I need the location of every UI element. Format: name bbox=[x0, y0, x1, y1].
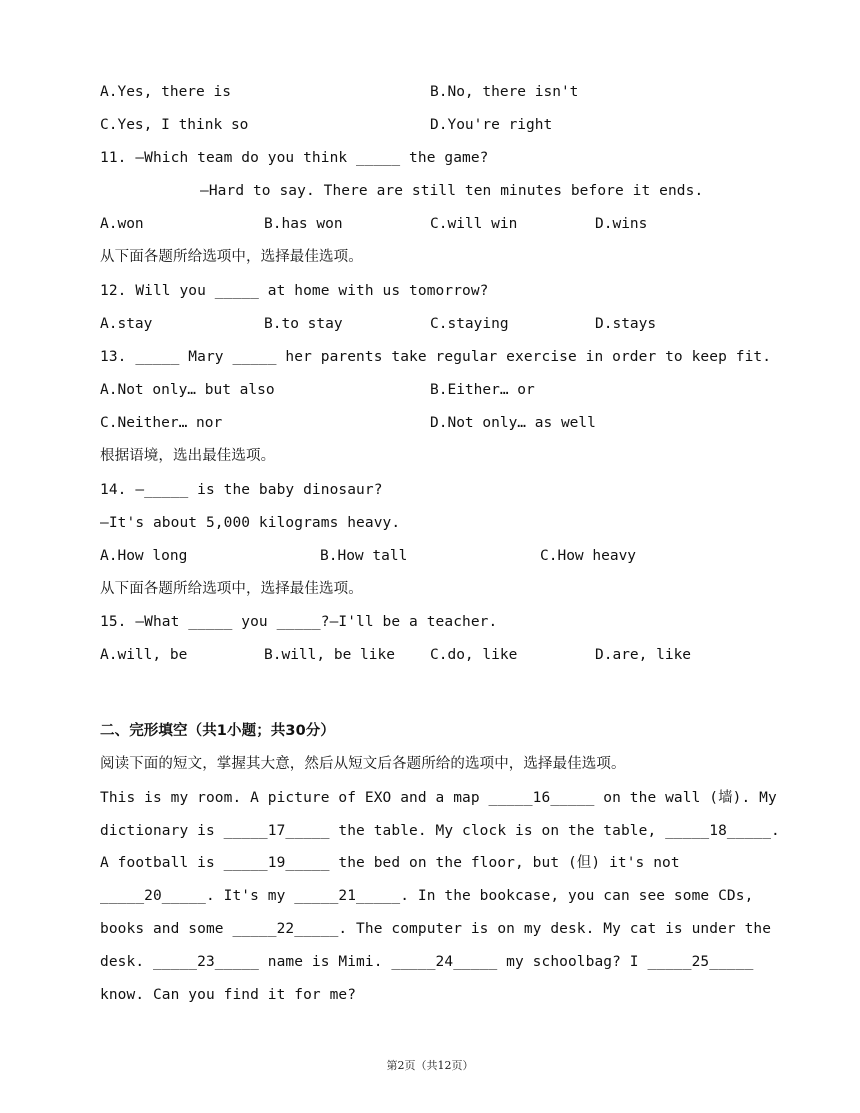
q11-answer-line: —Hard to say. There are still ten minutes before it ends. bbox=[200, 183, 704, 199]
passage-line: books and some _____22_____. The computer is on my desk. My cat is under the bbox=[100, 921, 772, 937]
q13-option-d: D.Not only… as well bbox=[430, 415, 596, 431]
q15-option-b: B.will, be like bbox=[264, 647, 395, 663]
q14-question: 14. —_____ is the baby dinosaur? bbox=[100, 482, 383, 498]
passage-line: This is my room. A picture of EXO and a map _____16_____ on the wall (墙). My bbox=[100, 790, 777, 806]
q11-option-b: B.has won bbox=[264, 216, 343, 232]
page-footer: 第2页（共12页） bbox=[386, 1059, 474, 1072]
q11-option-c: C.will win bbox=[430, 216, 518, 232]
q13-question: 13. _____ Mary _____ her parents take regular exercise in order to keep fit. bbox=[100, 349, 772, 365]
q13-option-c: C.Neither… nor bbox=[100, 415, 223, 431]
q15-option-c: C.do, like bbox=[430, 647, 518, 663]
q15-question: 15. —What _____ you _____?—I'll be a teacher. bbox=[100, 614, 498, 630]
q14-answer-line: —It's about 5,000 kilograms heavy. bbox=[100, 515, 401, 531]
q12-option-b: B.to stay bbox=[264, 316, 343, 332]
q14-option-a: A.How long bbox=[100, 548, 188, 564]
q12-option-c: C.staying bbox=[430, 316, 509, 332]
instruction-3: 从下面各题所给选项中，选择最佳选项。 bbox=[100, 581, 363, 597]
q10-option-c: C.Yes, I think so bbox=[100, 117, 249, 133]
section-heading: 二、完形填空（共1小题；共30分） bbox=[100, 723, 335, 739]
passage-line: desk. _____23_____ name is Mimi. _____24_____ my schoolbag? I _____25_____ bbox=[100, 954, 754, 970]
q14-option-b: B.How tall bbox=[320, 548, 408, 564]
q12-option-d: D.stays bbox=[595, 316, 657, 332]
section-instruction: 阅读下面的短文，掌握其大意，然后从短文后各题所给的选项中，选择最佳选项。 bbox=[100, 756, 626, 772]
q10-option-a: A.Yes, there is bbox=[100, 84, 231, 100]
passage-line: dictionary is _____17_____ the table. My clock is on the table, _____18_____. bbox=[100, 823, 780, 839]
q10-option-d: D.You're right bbox=[430, 117, 553, 133]
passage-line: know. Can you find it for me? bbox=[100, 987, 357, 1003]
q13-option-a: A.Not only… but also bbox=[100, 382, 275, 398]
q15-option-d: D.are, like bbox=[595, 647, 692, 663]
q15-option-a: A.will, be bbox=[100, 647, 188, 663]
q12-question: 12. Will you _____ at home with us tomorrow? bbox=[100, 283, 489, 299]
q14-option-c: C.How heavy bbox=[540, 548, 637, 564]
instruction-2: 根据语境，选出最佳选项。 bbox=[100, 448, 276, 464]
passage-line: _____20_____. It's my _____21_____. In the bookcase, you can see some CDs, bbox=[100, 888, 754, 904]
q12-option-a: A.stay bbox=[100, 316, 153, 332]
passage-line: A football is _____19_____ the bed on the floor, but (但) it's not bbox=[100, 855, 680, 871]
q11-option-a: A.won bbox=[100, 216, 144, 232]
q11-option-d: D.wins bbox=[595, 216, 648, 232]
instruction-1: 从下面各题所给选项中，选择最佳选项。 bbox=[100, 249, 363, 265]
q11-question: 11. —Which team do you think _____ the game? bbox=[100, 150, 489, 166]
q13-option-b: B.Either… or bbox=[430, 382, 535, 398]
q10-option-b: B.No, there isn't bbox=[430, 84, 579, 100]
